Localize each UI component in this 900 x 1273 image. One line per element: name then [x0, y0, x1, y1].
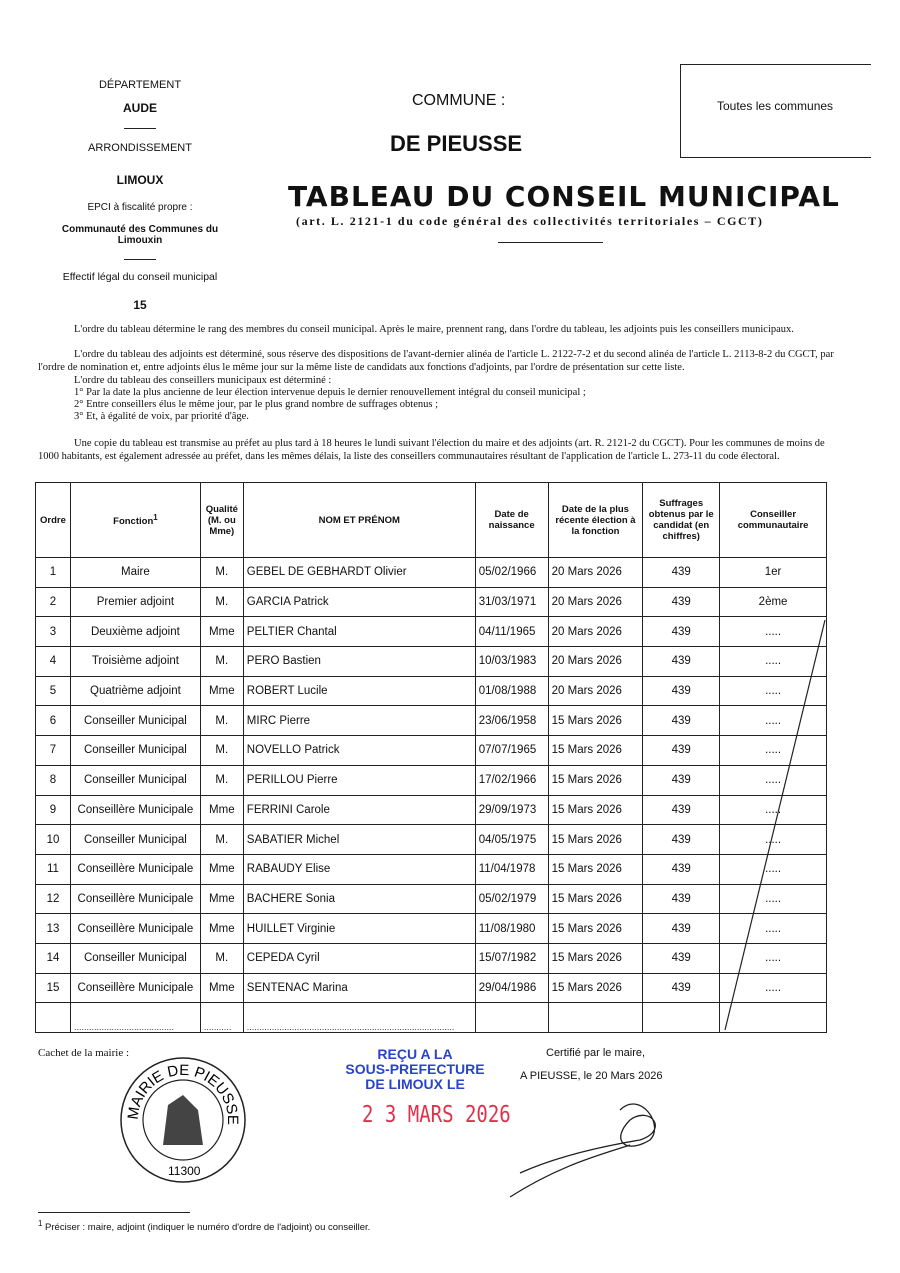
- table-cell: 15 Mars 2026: [548, 765, 643, 795]
- table-cell: 8: [36, 765, 71, 795]
- table-cell: FERRINI Carole: [243, 795, 475, 825]
- table-cell: 439: [643, 587, 720, 617]
- table-cell: 1er: [720, 558, 827, 588]
- table-cell: GEBEL DE GEBHARDT Olivier: [243, 558, 475, 588]
- table-cell: BACHERE Sonia: [243, 884, 475, 914]
- table-cell: Maire: [70, 558, 200, 588]
- table-cell: Conseiller Municipal: [70, 706, 200, 736]
- table-cell: 439: [643, 884, 720, 914]
- table-cell: Mme: [200, 676, 243, 706]
- stamp-line: DE LIMOUX LE: [365, 1076, 465, 1092]
- table-cell: .....: [720, 676, 827, 706]
- table-cell: Conseiller Municipal: [70, 943, 200, 973]
- received-stamp: [330, 1047, 500, 1092]
- table-cell: 15: [36, 973, 71, 1003]
- table-cell: 439: [643, 617, 720, 647]
- table-cell: 439: [643, 647, 720, 677]
- footnote-text: Préciser : maire, adjoint (indiquer le numéro d'ordre de l'adjoint) ou conseiller.: [45, 1222, 371, 1234]
- table-cell: 15 Mars 2026: [548, 943, 643, 973]
- table-cell: 10/03/1983: [475, 647, 548, 677]
- table-cell: .....: [720, 647, 827, 677]
- table-cell: 05/02/1979: [475, 884, 548, 914]
- table-cell: .....: [720, 617, 827, 647]
- effectif-label: Effectif légal du conseil municipal: [62, 271, 218, 283]
- paragraph: L'ordre du tableau des adjoints est déterminé, sous réserve des dispositions de l'avant-dernier alinéa de l'article L. 2122-7-2 et du second alinéa de l'article L. 2113-8-2 du CGCT, par l'ordre de nomination et, entre adjoints élus le même jour sur la même liste de candidats aux fonctions d'adjoints, par l'ordre de présentation sur cette liste.: [38, 349, 834, 373]
- column-header-label: Suffrages obtenus par le candidat (en chiffres): [648, 498, 714, 542]
- table-cell: .....: [720, 973, 827, 1003]
- table-cell: Conseillère Municipale: [70, 914, 200, 944]
- table-cell: Premier adjoint: [70, 587, 200, 617]
- table-cell: HUILLET Virginie: [243, 914, 475, 944]
- table-cell: M.: [200, 558, 243, 588]
- column-header-label: Ordre: [40, 514, 66, 526]
- table-cell: Deuxième adjoint: [70, 617, 200, 647]
- table-cell: 15 Mars 2026: [548, 914, 643, 944]
- table-cell: Conseiller Municipal: [70, 825, 200, 855]
- paragraph: L'ordre du tableau détermine le rang des membres du conseil municipal. Après le maire, prennent rang, dans l'ordre du tableau, les adjoints puis les conseillers municipaux.: [74, 324, 794, 335]
- table-cell: 01/08/1988: [475, 676, 548, 706]
- table-cell: Mme: [200, 854, 243, 884]
- table-cell: 20 Mars 2026: [548, 676, 643, 706]
- column-header-label: Date de naissance: [488, 509, 535, 531]
- table-cell: ...................................................................................: [243, 1003, 475, 1033]
- departement-label: DÉPARTEMENT: [98, 79, 182, 91]
- effectif: 15: [133, 298, 147, 312]
- table-cell: .....: [720, 943, 827, 973]
- table-cell: 11: [36, 854, 71, 884]
- table-cell: Mme: [200, 914, 243, 944]
- table-cell: Quatrième adjoint: [70, 676, 200, 706]
- arrondissement-label: ARRONDISSEMENT: [88, 142, 192, 154]
- table-cell: 4: [36, 647, 71, 677]
- table-cell: 13: [36, 914, 71, 944]
- stamp-line: SOUS-PREFECTURE: [345, 1061, 485, 1077]
- certified-label: Certifié par le maire,: [546, 1047, 646, 1059]
- paragraph: Une copie du tableau est transmise au préfet au plus tard à 18 heures le lundi suivant l'élection du maire et des adjoints (art. R. 2121-2 du CGCT). Pour les communes de moins de 1000 habitants, est également adressée au préfet, dans les mêmes délais, la liste des conseillers communautaires résultant de l'application de l'article L. 273-11 du code électoral.: [38, 438, 825, 462]
- table-cell: ROBERT Lucile: [243, 676, 475, 706]
- epci-label: EPCI à fiscalité propre :: [87, 202, 193, 213]
- table-cell: ........................................: [70, 1003, 200, 1033]
- column-header-label: Qualité (M. ou Mme): [205, 503, 238, 537]
- table-cell: CEPEDA Cyril: [243, 943, 475, 973]
- table-cell: 20 Mars 2026: [548, 587, 643, 617]
- table-cell: 439: [643, 558, 720, 588]
- table-cell: Conseillère Municipale: [70, 854, 200, 884]
- table-cell: ...........: [200, 1003, 243, 1033]
- table-cell: Mme: [200, 617, 243, 647]
- table-cell: 11/04/1978: [475, 854, 548, 884]
- table-cell: 12: [36, 884, 71, 914]
- table-cell: 2: [36, 587, 71, 617]
- table-cell: 5: [36, 676, 71, 706]
- departement: AUDE: [122, 101, 157, 115]
- table-cell: Conseillère Municipale: [70, 884, 200, 914]
- cachet-label: Cachet de la mairie :: [38, 1047, 130, 1059]
- table-cell: 10: [36, 825, 71, 855]
- commune-label: COMMUNE :: [412, 92, 506, 109]
- seal-text: MAIRIE DE PIEUSSE: [124, 1061, 242, 1125]
- mayor-signature: [500, 1085, 700, 1205]
- table-cell: 31/03/1971: [475, 587, 548, 617]
- table-cell: PERILLOU Pierre: [243, 765, 475, 795]
- received-date: 2 3 MARS 2026: [362, 1101, 511, 1129]
- commune-type: Toutes les communes: [717, 99, 834, 113]
- column-header-label: Fonction: [113, 516, 154, 528]
- table-cell: 15 Mars 2026: [548, 973, 643, 1003]
- table-cell: Mme: [200, 884, 243, 914]
- table-cell: .....: [720, 825, 827, 855]
- epci: Communauté des Communes du Limouxin: [61, 224, 219, 246]
- seal-code: 11300: [168, 1164, 201, 1178]
- table-cell: M.: [200, 647, 243, 677]
- table-cell: M.: [200, 825, 243, 855]
- table-cell: 07/07/1965: [475, 736, 548, 766]
- table-cell: Mme: [200, 973, 243, 1003]
- table-cell: RABAUDY Elise: [243, 854, 475, 884]
- table-cell: 14: [36, 943, 71, 973]
- table-cell: 439: [643, 943, 720, 973]
- table-cell: 20 Mars 2026: [548, 647, 643, 677]
- commune-name: DE PIEUSSE: [390, 131, 523, 156]
- table-cell: 20 Mars 2026: [548, 617, 643, 647]
- table-cell: Troisième adjoint: [70, 647, 200, 677]
- footnote: [38, 1219, 370, 1233]
- table-cell: 15 Mars 2026: [548, 825, 643, 855]
- table-cell: 6: [36, 706, 71, 736]
- table-cell: 439: [643, 706, 720, 736]
- paragraph: 2° Entre conseillers élus le même jour, par le plus grand nombre de suffrages obtenus ;: [74, 399, 438, 410]
- table-cell: Conseillère Municipale: [70, 795, 200, 825]
- table-cell: 15 Mars 2026: [548, 706, 643, 736]
- table-cell: Conseiller Municipal: [70, 736, 200, 766]
- column-header-label: Date de la plus récente élection à la fonction: [555, 503, 636, 537]
- table-cell: M.: [200, 765, 243, 795]
- table-cell: 15/07/1982: [475, 943, 548, 973]
- table-cell: Conseiller Municipal: [70, 765, 200, 795]
- paragraph: 3° Et, à égalité de voix, par priorité d'âge.: [74, 411, 249, 422]
- page-subtitle: (art. L. 2121-1 du code général des collectivités territoriales – CGCT): [296, 214, 764, 228]
- column-header-label: NOM ET PRÉNOM: [318, 514, 400, 526]
- stamp-line: REÇU A LA: [377, 1046, 453, 1062]
- table-cell: 15 Mars 2026: [548, 854, 643, 884]
- table-cell: 2ème: [720, 587, 827, 617]
- table-cell: 20 Mars 2026: [548, 558, 643, 588]
- table-cell: .....: [720, 706, 827, 736]
- mairie-seal: [118, 1055, 248, 1185]
- table-cell: 17/02/1966: [475, 765, 548, 795]
- table-cell: PERO Bastien: [243, 647, 475, 677]
- table-cell: 04/11/1965: [475, 617, 548, 647]
- table-cell: 439: [643, 914, 720, 944]
- table-cell: .....: [720, 854, 827, 884]
- table-cell: NOVELLO Patrick: [243, 736, 475, 766]
- table-cell: 29/09/1973: [475, 795, 548, 825]
- table-cell: 15 Mars 2026: [548, 795, 643, 825]
- table-cell: Conseillère Municipale: [70, 973, 200, 1003]
- table-cell: 1: [36, 558, 71, 588]
- table-cell: 3: [36, 617, 71, 647]
- table-cell: M.: [200, 587, 243, 617]
- table-cell: 7: [36, 736, 71, 766]
- table-cell: 439: [643, 854, 720, 884]
- table-cell: 9: [36, 795, 71, 825]
- table-cell: 23/06/1958: [475, 706, 548, 736]
- table-cell: 11/08/1980: [475, 914, 548, 944]
- table-cell: M.: [200, 736, 243, 766]
- arrondissement: LIMOUX: [116, 173, 164, 187]
- table-cell: 439: [643, 765, 720, 795]
- table-cell: .....: [720, 765, 827, 795]
- table-cell: 05/02/1966: [475, 558, 548, 588]
- footnote-mark: 1: [38, 1219, 43, 1228]
- paragraph: L'ordre du tableau des conseillers municipaux est déterminé :: [74, 375, 332, 386]
- table-cell: .....: [720, 914, 827, 944]
- table-cell: SENTENAC Marina: [243, 973, 475, 1003]
- table-cell: .....: [720, 884, 827, 914]
- table-cell: MIRC Pierre: [243, 706, 475, 736]
- table-cell: 439: [643, 676, 720, 706]
- table-cell: 439: [643, 825, 720, 855]
- table-cell: Mme: [200, 795, 243, 825]
- table-cell: .....: [720, 736, 827, 766]
- table-cell: 04/05/1975: [475, 825, 548, 855]
- table-cell: 439: [643, 973, 720, 1003]
- column-header-label: Conseiller communautaire: [737, 509, 809, 531]
- table-cell: M.: [200, 943, 243, 973]
- table-cell: 15 Mars 2026: [548, 884, 643, 914]
- page-title: TABLEAU DU CONSEIL MUNICIPAL: [288, 180, 840, 213]
- table-cell: 15 Mars 2026: [548, 736, 643, 766]
- table-cell: SABATIER Michel: [243, 825, 475, 855]
- table-cell: M.: [200, 706, 243, 736]
- table-cell: 439: [643, 795, 720, 825]
- paragraph: 1° Par la date la plus ancienne de leur élection intervenue depuis le dernier renouvellement intégral du conseil municipal ;: [74, 387, 586, 398]
- table-cell: GARCIA Patrick: [243, 587, 475, 617]
- table-cell: 29/04/1986: [475, 973, 548, 1003]
- place-date: A PIEUSSE, le 20 Mars 2026: [520, 1070, 663, 1082]
- footnote-ref: 1: [153, 512, 158, 522]
- footnote-divider: [38, 1212, 190, 1213]
- table-cell: 439: [643, 736, 720, 766]
- table-cell: PELTIER Chantal: [243, 617, 475, 647]
- table-cell: .....: [720, 795, 827, 825]
